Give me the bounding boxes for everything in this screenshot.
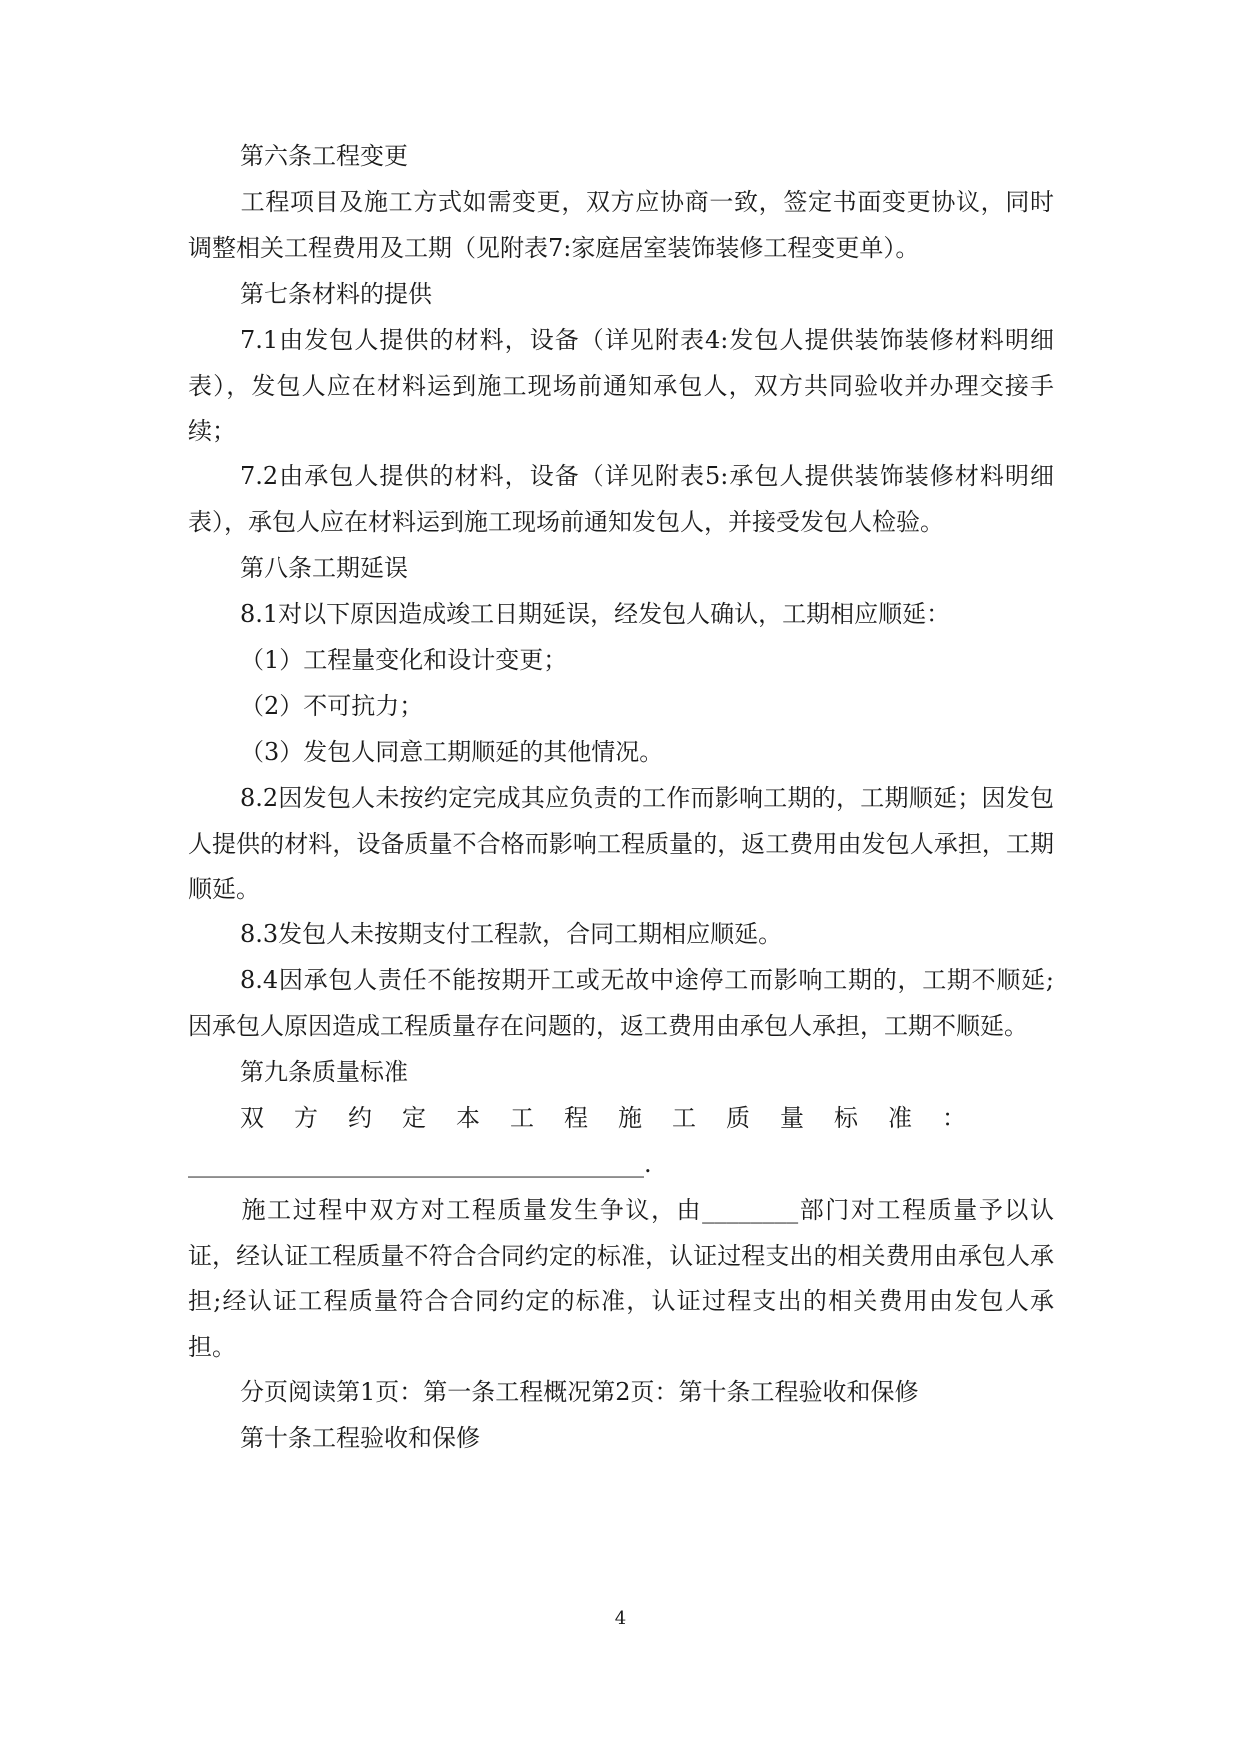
article-7-2 (188, 454, 1054, 545)
article-8-1-item-1: （1）工程量变化和设计变更； (240, 646, 568, 674)
article-9-blank-line: ______________________________________. (188, 1150, 652, 1178)
article-7-1 (188, 318, 1054, 455)
article-10-title: 第十条工程验收和保修 (240, 1424, 480, 1452)
article-8-1-item-2: （2）不可抗力； (240, 692, 424, 720)
article-8-1: 8.1对以下原因造成竣工日期延误，经发包人确认，工期相应顺延： (240, 600, 951, 628)
article-9-dispute (188, 1188, 1054, 1370)
pagination-note: 分页阅读第1页：第一条工程概况第2页：第十条工程验收和保修 (240, 1378, 919, 1406)
article-8-1-item-3: （3）发包人同意工期顺延的其他情况。 (240, 738, 664, 766)
article-9-standard: 双方约定本工程施工质量标准： (240, 1104, 996, 1132)
article-7-title: 第七条材料的提供 (240, 280, 432, 308)
article-7-2-text: 7.2由承包人提供的材料，设备（详见附表5:承包人提供装饰装修材料明细表），承包人应在材料运到施工现场前通知发包人，并接受发包人检验。 (188, 462, 1054, 536)
article-8-2 (188, 776, 1054, 913)
article-9-dispute-text: 施工过程中双方对工程质量发生争议，由________部门对工程质量予以认证，经认证工程质量不符合合同约定的标准，认证过程支出的相关费用由承包人承担;经认证工程质量符合合同约定的标准，认证过程支出的相关费用由发包人承担。 (188, 1196, 1054, 1361)
article-8-title: 第八条工期延误 (240, 554, 408, 582)
article-6-title: 第六条工程变更 (240, 142, 408, 170)
article-9-title: 第九条质量标准 (240, 1058, 408, 1086)
article-8-4-text: 8.4因承包人责任不能按期开工或无故中途停工而影响工期的，工期不顺延;因承包人原因造成工程质量存在问题的，返工费用由承包人承担，工期不顺延。 (188, 966, 1054, 1040)
article-8-3: 8.3发包人未按期支付工程款，合同工期相应顺延。 (240, 920, 783, 948)
article-8-2-text: 8.2因发包人未按约定完成其应负责的工作而影响工期的，工期顺延；因发包人提供的材料，设备质量不合格而影响工程质量的，返工费用由发包人承担，工期顺延。 (188, 784, 1054, 903)
article-6-body (188, 180, 1054, 271)
article-6-body-text: 工程项目及施工方式如需变更，双方应协商一致，签定书面变更协议，同时调整相关工程费用及工期（见附表7:家庭居室装饰装修工程变更单）。 (188, 188, 1054, 262)
article-8-4 (188, 958, 1054, 1049)
page-number: 4 (614, 1608, 627, 1629)
article-7-1-text: 7.1由发包人提供的材料，设备（详见附表4:发包人提供装饰装修材料明细表），发包人应在材料运到施工现场前通知承包人，双方共同验收并办理交接手续； (188, 326, 1054, 445)
